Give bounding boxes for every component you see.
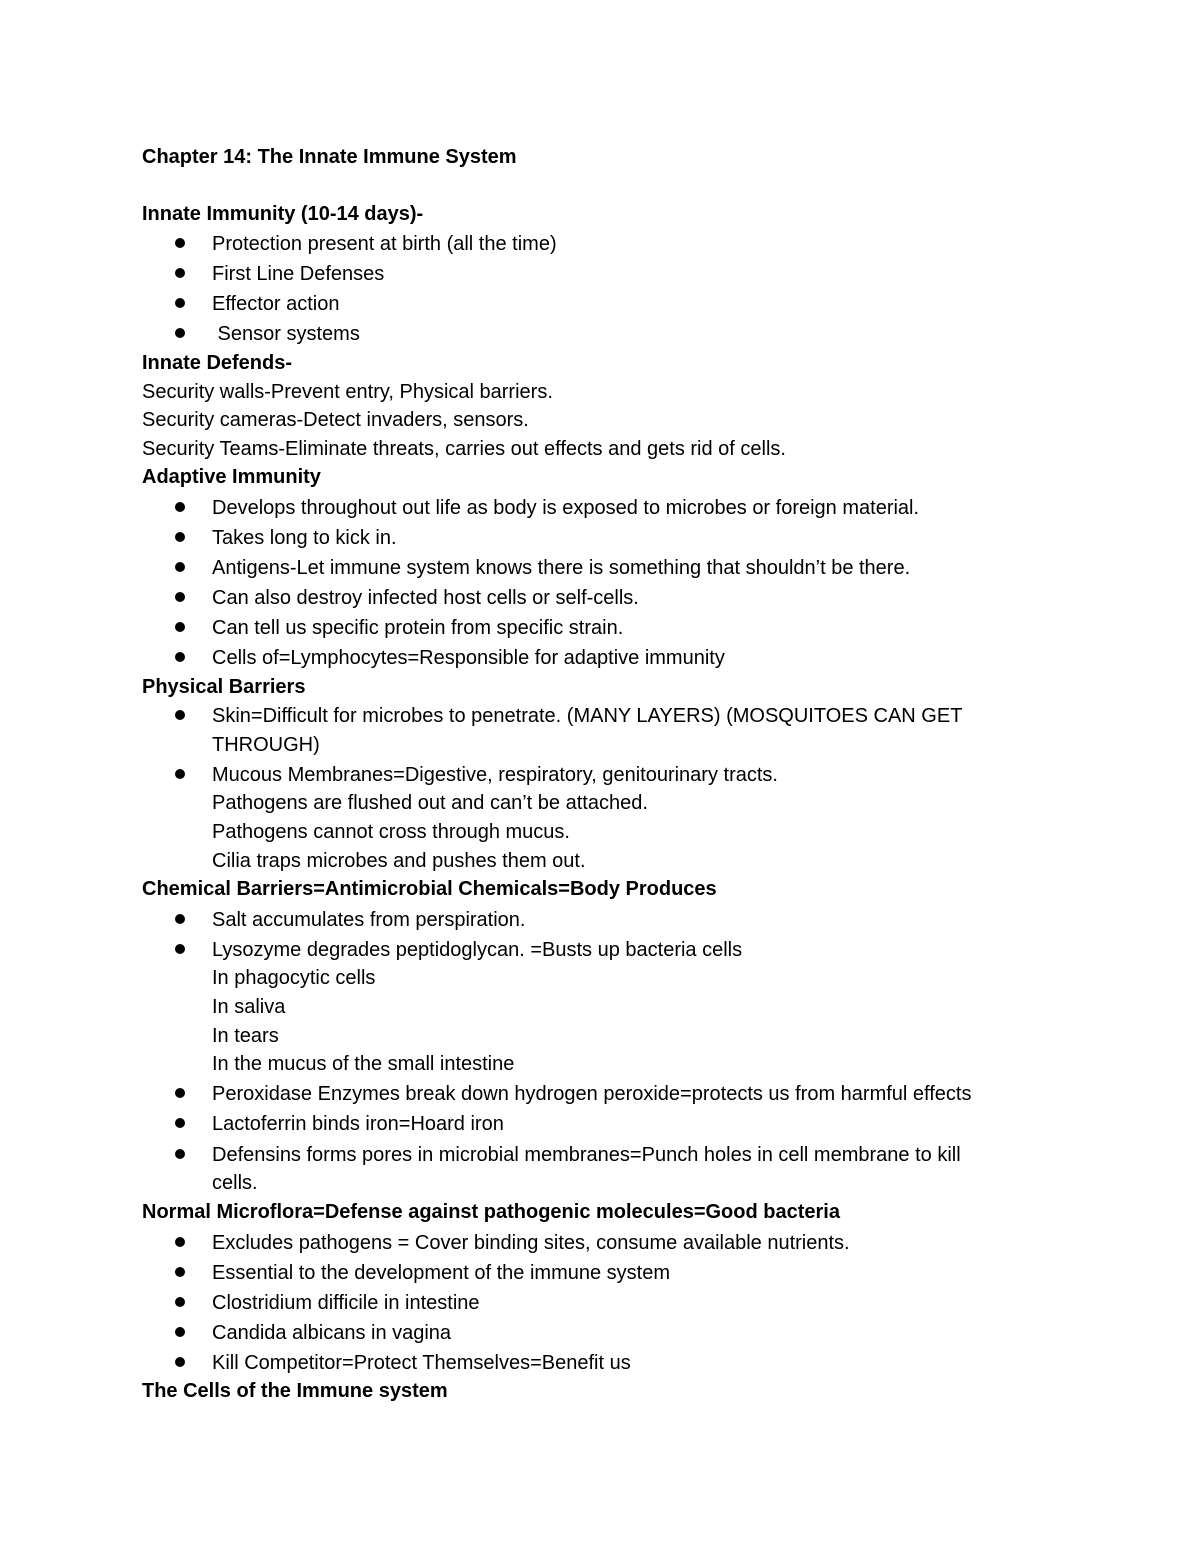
list-item: Sensor systems xyxy=(212,323,360,345)
list-item: Salt accumulates from perspiration. xyxy=(212,909,526,931)
list-item: Takes long to kick in. xyxy=(212,527,397,549)
bullet-icon xyxy=(175,328,185,338)
sub-line: In the mucus of the small intestine xyxy=(212,1053,515,1075)
sub-line: In tears xyxy=(212,1025,279,1047)
list-item: Effector action xyxy=(212,293,340,315)
list-item: Can tell us specific protein from specific strain. xyxy=(212,617,624,639)
section-heading-innate-defends: Innate Defends- xyxy=(142,352,293,374)
bullet-icon xyxy=(175,238,185,248)
bullet-icon xyxy=(175,1357,185,1367)
bullet-icon xyxy=(175,1088,185,1098)
bullet-icon xyxy=(175,1118,185,1128)
page-title: Chapter 14: The Innate Immune System xyxy=(142,146,517,168)
list-item: Kill Competitor=Protect Themselves=Benefit us xyxy=(212,1352,631,1374)
bullet-icon xyxy=(175,652,185,662)
bullet-icon xyxy=(175,298,185,308)
section-heading-innate-immunity: Innate Immunity (10-14 days)- xyxy=(142,203,424,225)
bullet-icon xyxy=(175,532,185,542)
list-item: Can also destroy infected host cells or self-cells. xyxy=(212,587,639,609)
bullet-icon xyxy=(175,1237,185,1247)
list-item: Candida albicans in vagina xyxy=(212,1322,452,1344)
bullet-icon xyxy=(175,1267,185,1277)
list-item: Protection present at birth (all the time) xyxy=(212,233,557,255)
section-heading-normal-microflora: Normal Microflora=Defense against pathogenic molecules=Good bacteria xyxy=(142,1201,840,1223)
list-item: Essential to the development of the immune system xyxy=(212,1262,671,1284)
list-item: Develops throughout out life as body is exposed to microbes or foreign material. xyxy=(212,497,920,519)
bullet-icon xyxy=(175,1297,185,1307)
list-item: Clostridium difficile in intestine xyxy=(212,1292,480,1314)
bullet-icon xyxy=(175,268,185,278)
list-item: Cells of=Lymphocytes=Responsible for adaptive immunity xyxy=(212,647,725,669)
text-line: Security walls-Prevent entry, Physical barriers. xyxy=(142,381,553,403)
section-heading-physical-barriers: Physical Barriers xyxy=(142,676,306,698)
bullet-icon xyxy=(175,944,185,954)
list-item: Skin=Difficult for microbes to penetrate. (MANY LAYERS) (MOSQUITOES CAN GET xyxy=(212,705,963,727)
bullet-icon xyxy=(175,769,185,779)
section-heading-cells: The Cells of the Immune system xyxy=(142,1380,448,1402)
list-item: Mucous Membranes=Digestive, respiratory, genitourinary tracts. xyxy=(212,764,778,786)
sub-line: Cilia traps microbes and pushes them out. xyxy=(212,850,586,872)
list-item-continuation: cells. xyxy=(212,1172,258,1194)
bullet-icon xyxy=(175,914,185,924)
sub-line: In saliva xyxy=(212,996,286,1018)
list-item-continuation: THROUGH) xyxy=(212,734,320,756)
text-line: Security Teams-Eliminate threats, carries out effects and gets rid of cells. xyxy=(142,438,786,460)
list-item: First Line Defenses xyxy=(212,263,385,285)
bullet-icon xyxy=(175,1149,185,1159)
list-item: Excludes pathogens = Cover binding sites, consume available nutrients. xyxy=(212,1232,850,1254)
list-item: Peroxidase Enzymes break down hydrogen peroxide=protects us from harmful effects xyxy=(212,1083,972,1105)
bullet-icon xyxy=(175,710,185,720)
list-item: Antigens-Let immune system knows there is something that shouldn’t be there. xyxy=(212,557,911,579)
sub-line: In phagocytic cells xyxy=(212,967,376,989)
section-heading-adaptive-immunity: Adaptive Immunity xyxy=(142,466,321,488)
bullet-icon xyxy=(175,1327,185,1337)
text-line: Security cameras-Detect invaders, sensors. xyxy=(142,409,529,431)
bullet-icon xyxy=(175,562,185,572)
bullet-icon xyxy=(175,622,185,632)
section-heading-chemical-barriers: Chemical Barriers=Antimicrobial Chemicals=Body Produces xyxy=(142,878,717,900)
list-item: Defensins forms pores in microbial membranes=Punch holes in cell membrane to kill xyxy=(212,1144,961,1166)
list-item: Lactoferrin binds iron=Hoard iron xyxy=(212,1113,504,1135)
bullet-icon xyxy=(175,502,185,512)
sub-line: Pathogens cannot cross through mucus. xyxy=(212,821,570,843)
bullet-icon xyxy=(175,592,185,602)
sub-line: Pathogens are flushed out and can’t be attached. xyxy=(212,792,648,814)
list-item: Lysozyme degrades peptidoglycan. =Busts up bacteria cells xyxy=(212,939,743,961)
